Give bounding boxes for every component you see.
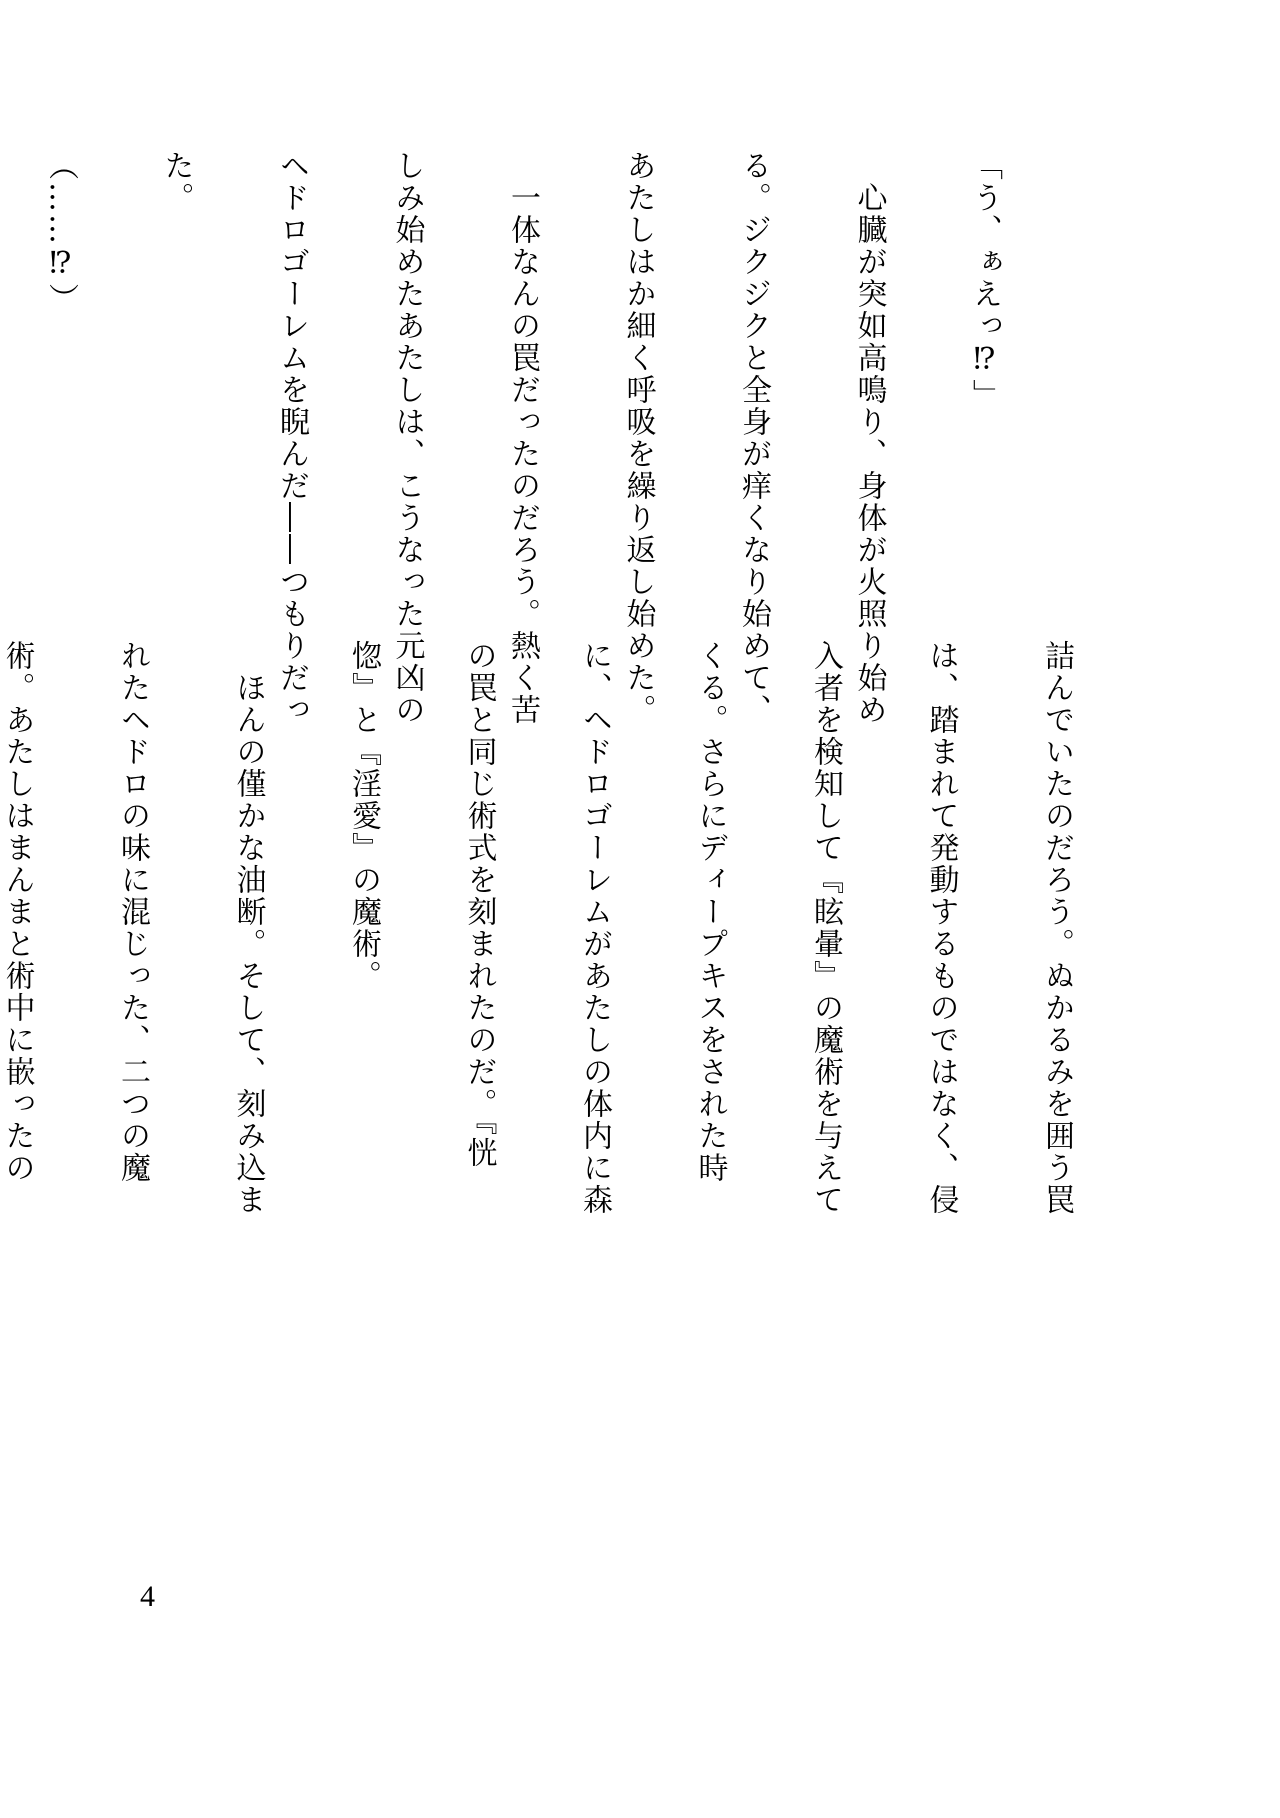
text-line: に、ヘドロゴーレムがあたしの体内に森 [577, 640, 612, 1216]
text-line: あたしはか細く呼吸を繰り返し始めた。 [620, 150, 656, 726]
page-number: 4 [140, 1580, 155, 1613]
text-line: は、踏まれて発動するものではなく、侵 [923, 640, 959, 1216]
text-line: の罠と同じ術式を刻まれたのだ。『恍 [461, 640, 497, 1169]
text-block-lower [0, 640, 1152, 1216]
text-line: 術。あたしはまんまと術中に嵌ったの [0, 640, 35, 1184]
text-line: くる。さらにディープキスをされた時 [692, 640, 728, 1184]
text-line: ほんの僅かな油断。そして、刻み込ま [230, 640, 266, 1216]
text-line: 一体なんの罠だったのだろう。熱く苦 [505, 150, 540, 726]
text-block-upper [43, 150, 1080, 726]
text-line: 心臓が突如高鳴り、身体が火照り始め [851, 150, 887, 726]
text-line: た。 [158, 150, 194, 214]
text-line: しみ始めたあたしは、こうなった元凶の [389, 150, 425, 726]
text-line: る。ジクジクと全身が痒くなり始めて、 [736, 150, 771, 726]
text-line: れたヘドロの味に混じった、二つの魔 [115, 640, 150, 1184]
text-line: 入者を検知して『眩暈』の魔術を与えて [808, 640, 843, 1216]
text-line: 惚』と『淫愛』の魔術。 [346, 640, 381, 992]
text-line: 「う、ぁえっ⁉」 [967, 150, 1002, 411]
text-line: 詰んでいたのだろう。ぬかるみを囲う罠 [1039, 640, 1074, 1216]
text-line: ヘドロゴーレムを睨んだ――つもりだっ [274, 150, 309, 726]
text-line: （……⁉） [43, 150, 78, 315]
